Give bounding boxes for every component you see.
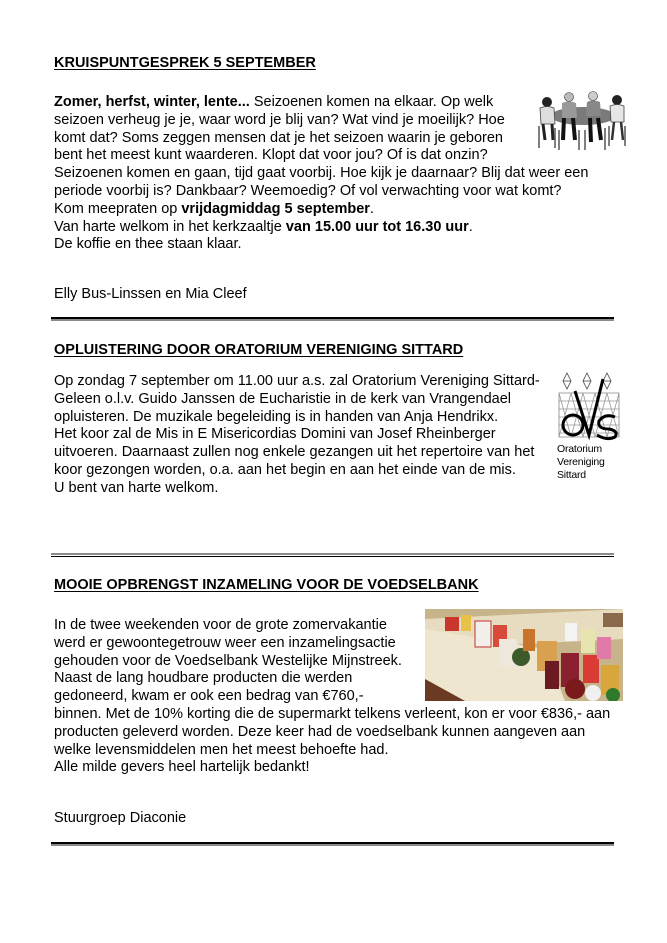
meeting-people-image [535,88,627,153]
section-body-kruispuntgesprek [54,94,619,254]
oratorium-paragraph-3: U bent van harte welkom. [54,479,219,496]
crown-monogram-icon [557,371,621,443]
signature-voedselbank: Stuurgroep Diaconie [54,810,187,826]
welcome-text: Van harte welkom in het kerkzaaltje [54,218,286,235]
section-divider [51,842,614,846]
section-heading-kruispuntgesprek: KRUISPUNTGESPREK 5 SEPTEMBER [54,55,316,71]
oratorium-logo [557,371,621,489]
section-divider [51,553,614,557]
invite-punct: . [369,200,374,217]
logo-line-3: Sittard [557,469,586,481]
section-body-voedselbank [54,617,619,777]
oratorium-paragraph-1: Op zondag 7 september om 11.00 uur a.s. zal Oratorium Vereniging Sittard-Geleen o.l.v. Guido Janssen de Eucharistie in de kerk van Vrangendael opluisteren. De muzikale begeleiding is in handen van Anja Hendrikx. [54,373,540,425]
coffee-line: De koffie en thee staan klaar. [54,236,242,253]
oratorium-paragraph-2: Het koor zal de Mis in E Misericordias Domini van Josef Rheinberger uitvoeren. Daarnaast zullen nog enkele gezangen uit het repertoire van het koor gezongen worden, o.a. aan het begin en aan het einde van de mis. [54,426,535,478]
section-body-oratorium [54,373,619,498]
welcome-time: van 15.00 uur tot 16.30 uur [285,218,469,235]
invite-text: Kom meepraten op [54,200,182,217]
welcome-punct: . [468,218,473,235]
food-donations-image [425,609,623,701]
logo-line-2: Vereniging [557,456,605,468]
section-divider [51,317,614,321]
logo-line-1: Oratorium [557,443,602,455]
voedselbank-paragraph-2: Alle milde gevers heel hartelijk bedankt! [54,759,310,776]
section-heading-oratorium: OPLUISTERING DOOR ORATORIUM VERENIGING SITTARD [54,342,464,358]
voedselbank-paragraph-1: In de twee weekenden voor de grote zomervakantie werd er gewoontegetrouw weer een inzamelingsactie gehouden voor de Voedselbank Westelijke Mijnstreek. Naast de lang houdbare producten die werden gedoneerd, kwam er ook een bedrag van €760,- binnen. Met de 10% korting die de supermarkt telkens verleent, kon er voor €836,- aan producten geleverd worden. Deze keer had de voedselbank kunnen aangeven aan welke levensmiddelen men het meest behoefte had. [54,617,611,758]
invite-date: vrijdagmiddag 5 september [181,200,370,217]
intro-text: Seizoenen komen na elkaar. Op welk seizoen verheug je je, waar word je blij van? Wat vind je moeilijk? Hoe komt dat? Soms zeggen mensen dat je het seizoen waarin je geboren bent het meest kunt waarderen. Klopt dat voor jou? Of is dat onzin? Seizoenen komen en gaan, tijd gaat voorbij. Hoe kijk je daarnaar? Blij dat weer een periode voorbij is? Dankbaar? Weemoedig? Of vol verwachting voor wat komt? [54,94,589,199]
signature-kruispuntgesprek: Elly Bus-Linssen en Mia Cleef [54,286,247,302]
intro-bold: Zomer, herfst, winter, lente... [54,94,250,110]
section-heading-voedselbank: MOOIE OPBRENGST INZAMELING VOOR DE VOEDSELBANK [54,577,479,593]
